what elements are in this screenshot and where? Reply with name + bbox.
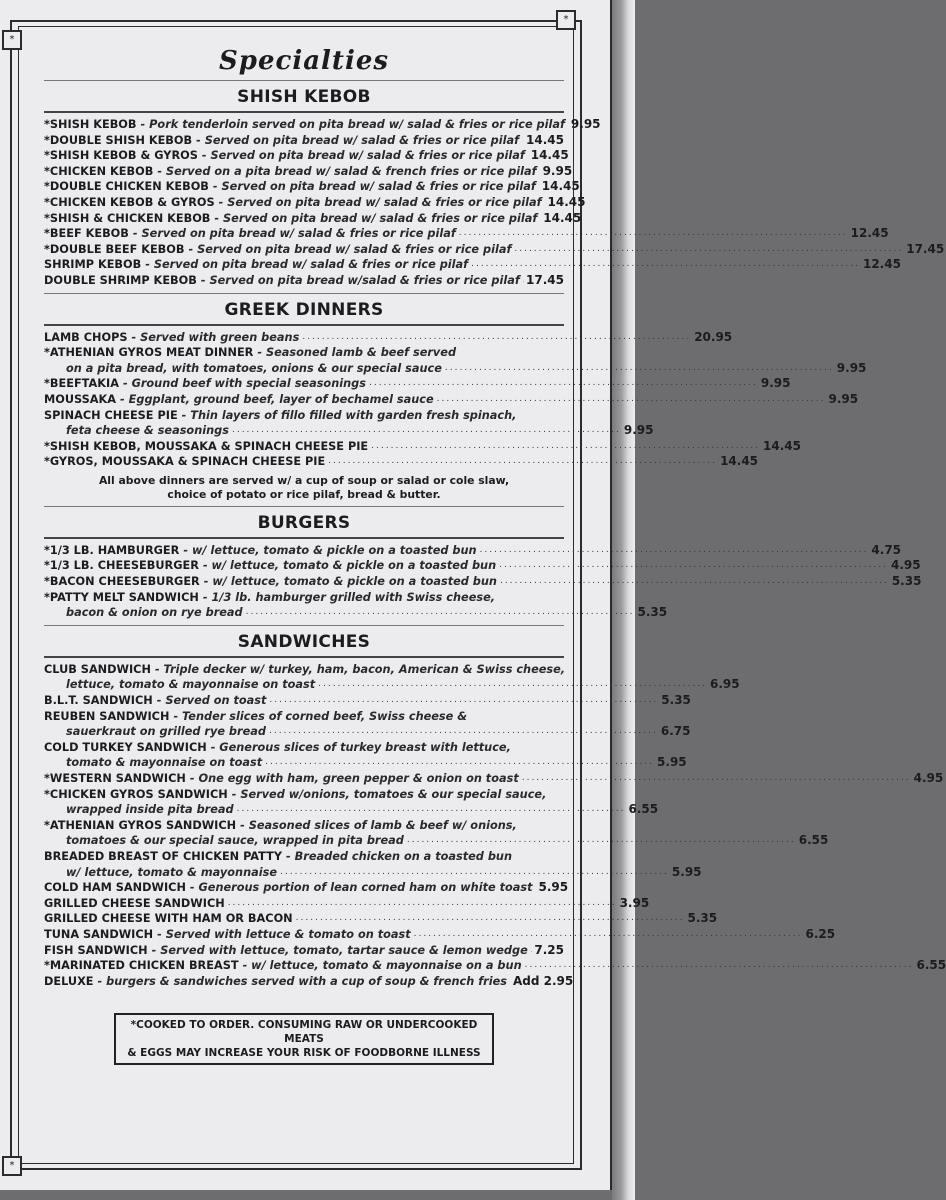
item-price: 5.95	[538, 880, 569, 895]
item-name: MOUSSAKA	[44, 392, 117, 406]
dot-leader: ................................................................................	[236, 804, 626, 815]
menu-item	[44, 329, 733, 346]
menu-item	[44, 542, 902, 559]
menu-item	[44, 210, 582, 227]
dot-leader: ................................................................................	[268, 726, 658, 737]
item-description: - Served on pita bread w/ salad & fries or rice pilaf	[214, 211, 538, 225]
item-price: 6.55	[798, 833, 829, 848]
dot-leader: ................................................................................	[265, 757, 655, 768]
dot-leader	[522, 133, 523, 149]
menu-item	[44, 926, 836, 943]
menu-item	[44, 133, 564, 149]
dot-leader: ................................................................................	[245, 607, 635, 618]
item-name: *SHISH & CHICKEN KEBOB	[44, 211, 211, 225]
menu-item	[44, 179, 580, 195]
menu-item	[44, 163, 573, 180]
item-price: 9.95	[828, 391, 859, 406]
item-name: *BEEFTAKIA	[44, 377, 119, 391]
menu-item	[44, 408, 564, 424]
corner-ornament-top-right: *	[556, 10, 576, 30]
dot-leader: ................................................................................	[328, 456, 718, 467]
item-price: 14.45	[530, 148, 569, 163]
section-heading: GREEK DINNERS	[224, 299, 384, 320]
section-divider	[44, 293, 564, 294]
item-price: 5.35	[637, 605, 668, 620]
item-description: - Tender slices of corned beef, Swiss cheese &	[173, 709, 468, 723]
item-description: tomato & mayonnaise on toast	[66, 756, 263, 770]
menu-item	[44, 771, 944, 787]
item-price: 9.95	[542, 163, 573, 178]
dot-leader: ................................................................................	[444, 362, 834, 373]
item-price: 12.45	[862, 257, 901, 272]
item-price: 17.45	[526, 272, 564, 287]
dot-leader: ................................................................................	[499, 560, 889, 571]
item-price: 14.45	[541, 179, 580, 194]
item-description: feta cheese & seasonings	[66, 424, 229, 438]
dot-leader: ................................................................................	[479, 544, 869, 555]
item-name: *CHICKEN GYROS SANDWICH	[44, 787, 228, 801]
item-price: 6.75	[660, 724, 691, 739]
section-heading: BURGERS	[257, 512, 351, 533]
item-price: 4.95	[891, 558, 921, 573]
corner-ornament-bottom-left: *	[2, 1156, 22, 1176]
menu-item-continuation	[44, 423, 654, 439]
item-name: *GYROS, MOUSSAKA & SPINACH CHEESE PIE	[44, 455, 326, 469]
item-name: *DOUBLE CHICKEN KEBOB	[44, 180, 209, 194]
menu-item	[44, 958, 946, 974]
menu-item-continuation	[44, 677, 740, 693]
menu-section	[44, 80, 945, 289]
item-description: - Served on pita bread w/ salad & fries or rice pilaf	[132, 227, 456, 241]
menu-item	[44, 391, 859, 408]
item-name: *BACON CHEESEBURGER	[44, 575, 200, 589]
foodborne-warning	[114, 1013, 494, 1065]
dot-leader: ................................................................................	[269, 695, 659, 706]
item-description: - One egg with ham, green pepper & onion on toast	[189, 772, 519, 785]
item-price: 5.35	[891, 574, 922, 589]
item-price: 4.95	[913, 771, 944, 785]
item-description: - Generous slices of turkey breast with lettuce,	[210, 740, 511, 754]
item-name: *ATHENIAN GYROS SANDWICH	[44, 818, 237, 832]
item-price: 9.95	[570, 117, 601, 131]
menu-item	[44, 662, 564, 678]
menu-item	[44, 226, 889, 242]
dot-leader: ................................................................................	[231, 425, 621, 436]
item-name: BREADED BREAST OF CHICKEN PATTY	[44, 849, 283, 863]
item-description: - Eggplant, ground beef, layer of bechamel sauce	[120, 392, 434, 406]
menu-item	[44, 849, 564, 865]
item-price: 14.45	[720, 454, 759, 469]
item-price: 14.45	[526, 132, 564, 147]
warning-line: & EGGS MAY INCREASE YOUR RISK OF FOODBORNE ILLNESS	[127, 1047, 481, 1060]
item-name: TUNA SANDWICH	[44, 927, 154, 941]
item-price: 14.45	[763, 438, 801, 453]
item-price: 9.95	[836, 360, 867, 375]
item-description: - Served w/onions, tomatoes & our special sauce,	[231, 787, 547, 801]
item-name: B.L.T. SANDWICH	[44, 694, 153, 708]
item-description: - Served with lettuce, tomato, tartar sauce & lemon wedge	[151, 943, 528, 957]
item-description: lettuce, tomato & mayonnaise on toast	[66, 678, 316, 692]
warning-line: *COOKED TO ORDER. CONSUMING RAW OR UNDERCOOKED MEATS	[130, 1019, 478, 1046]
item-description: - Served on pita bread w/ salad & fries or rice pilaf	[201, 149, 525, 163]
menu-item	[44, 438, 801, 455]
dot-leader: ................................................................................	[521, 773, 911, 783]
menu-item-continuation	[44, 724, 691, 740]
item-name: *1/3 LB. HAMBURGER	[44, 543, 180, 557]
item-description: - 1/3 lb. hamburger grilled with Swiss cheese,	[202, 590, 496, 604]
item-description: - Served on pita bread w/ salad & fries or rice pilaf	[145, 258, 469, 272]
menu-item	[44, 148, 569, 164]
menu-sections	[44, 80, 946, 989]
item-name: *CHICKEN KEBOB	[44, 164, 154, 178]
menu-item	[44, 911, 718, 927]
item-description: - Triple decker w/ turkey, ham, bacon, American & Swiss cheese,	[154, 662, 566, 676]
menu-item	[44, 241, 945, 258]
item-price: Add 2.95	[512, 973, 574, 988]
item-name: LAMB CHOPS	[44, 330, 128, 344]
item-price: 17.45	[906, 241, 945, 256]
menu-item-continuation	[44, 864, 702, 881]
menu-item-continuation	[44, 755, 687, 771]
menu-item	[44, 973, 574, 990]
item-description: - Ground beef with special seasonings	[122, 377, 366, 391]
dot-leader: ................................................................................	[368, 378, 758, 389]
corner-ornament-top-left: *	[2, 30, 22, 50]
dot-leader: ................................................................................	[436, 393, 826, 404]
note-line: All above dinners are served w/ a cup of soup or salad or cole slaw,	[98, 473, 510, 487]
item-price: 5.35	[661, 693, 691, 708]
menu-item	[44, 818, 564, 834]
item-description: - Thin layers of fillo filled with garden fresh spinach,	[181, 408, 517, 422]
item-description: w/ lettuce, tomato & mayonnaise	[66, 865, 278, 879]
dot-leader: ................................................................................	[295, 913, 685, 924]
dot-leader: ................................................................................	[524, 960, 914, 971]
item-price: 12.45	[850, 226, 889, 241]
item-description: tomatoes & our special sauce, wrapped in pita bread	[66, 834, 404, 848]
item-price: 7.25	[534, 942, 564, 957]
menu-item-continuation	[44, 833, 829, 849]
item-description: - Served with lettuce & tomato on toast	[157, 927, 411, 941]
dot-leader: ................................................................................	[471, 259, 860, 270]
item-description: on a pita bread, with tomatoes, onions & our special sauce	[66, 361, 442, 375]
item-description: - Seasoned lamb & beef served	[257, 346, 457, 360]
menu-item	[44, 257, 901, 273]
menu-section	[44, 625, 946, 989]
item-description: - w/ lettuce, tomato & pickle on a toasted bun	[202, 559, 497, 573]
next-page-edge	[612, 0, 635, 1200]
item-price: 5.95	[657, 755, 687, 770]
item-description: wrapped inside pita bread	[66, 803, 234, 817]
item-name: SHRIMP KEBOB	[44, 258, 142, 272]
section-heading: SHISH KEBOB	[237, 87, 371, 107]
item-name: *BEEF KEBOB	[44, 227, 129, 241]
item-price: 14.45	[543, 210, 582, 225]
dot-leader: ................................................................................	[514, 243, 904, 254]
item-name: COLD TURKEY SANDWICH	[44, 740, 207, 754]
item-name: *WESTERN SANDWICH	[44, 772, 186, 785]
item-price: 6.95	[710, 677, 740, 692]
menu-item	[44, 558, 921, 574]
dot-leader: ................................................................................	[302, 331, 692, 342]
menu-item	[44, 943, 564, 959]
item-price: 9.95	[623, 423, 654, 438]
menu-item	[44, 345, 564, 361]
menu-item	[44, 895, 650, 912]
item-name: *SHISH KEBOB	[44, 118, 137, 131]
item-description: - w/ lettuce, tomato & mayonnaise on a bun	[242, 959, 522, 973]
item-description: - Served on pita bread w/ salad & fries or rice pilaf	[212, 180, 536, 194]
menu-item	[44, 693, 691, 709]
menu-item	[44, 376, 791, 392]
dot-leader: ................................................................................	[413, 928, 803, 939]
item-name: *CHICKEN KEBOB & GYROS	[44, 195, 215, 209]
item-name: *SHISH KEBOB & GYROS	[44, 149, 198, 163]
menu-item-continuation	[44, 605, 668, 621]
item-description: - Generous portion of lean corned ham on white toast	[189, 881, 533, 895]
item-description: - w/ lettuce, tomato & pickle on a toasted bun	[183, 543, 477, 557]
section-divider	[44, 80, 564, 81]
menu-item	[44, 590, 564, 606]
menu-item	[44, 454, 759, 470]
item-name: *MARINATED CHICKEN BREAST	[44, 959, 239, 973]
menu-item	[44, 194, 586, 211]
section-divider	[44, 656, 564, 658]
dot-leader: ................................................................................	[371, 440, 761, 451]
section-divider	[44, 625, 564, 626]
item-description: - Seasoned slices of lamb & beef w/ onions,	[240, 818, 517, 832]
item-description: - Served with green beans	[131, 330, 300, 344]
item-name: *PATTY MELT SANDWICH	[44, 590, 199, 604]
item-price: 6.55	[916, 958, 946, 973]
item-name: DOUBLE SHRIMP KEBOB	[44, 273, 197, 287]
dot-leader: ................................................................................	[499, 576, 889, 587]
item-price: 20.95	[694, 329, 733, 344]
item-name: REUBEN SANDWICH	[44, 709, 170, 723]
item-price: 14.45	[547, 194, 586, 209]
note-line: choice of potato or rice pilaf, bread & butter.	[167, 487, 441, 501]
menu-item-continuation	[44, 360, 867, 377]
item-price: 6.55	[628, 802, 659, 817]
item-name: *ATHENIAN GYROS MEAT DINNER	[44, 346, 254, 360]
dot-leader: ................................................................................	[458, 228, 848, 239]
item-description: - burgers & sandwiches served with a cup of soup & french fries	[97, 974, 507, 988]
item-name: *DOUBLE SHISH KEBOB	[44, 133, 193, 147]
item-description: - Served on toast	[156, 694, 267, 708]
section-heading: SANDWICHES	[237, 631, 371, 652]
dot-leader: ................................................................................	[406, 835, 796, 846]
item-name: COLD HAM SANDWICH	[44, 881, 186, 895]
item-name: *1/3 LB. CHEESEBURGER	[44, 559, 199, 573]
menu-item-continuation	[44, 802, 659, 818]
item-price: 5.95	[671, 864, 702, 879]
menu-item	[44, 740, 564, 756]
menu-content	[44, 40, 946, 1065]
item-description: - Pork tenderloin served on pita bread w/ salad & fries or rice pilaf	[140, 118, 565, 131]
item-description: - w/ lettuce, tomato & pickle on a toasted bun	[203, 575, 497, 589]
section-divider	[44, 324, 564, 326]
item-name: GRILLED CHEESE SANDWICH	[44, 896, 225, 910]
item-name: FISH SANDWICH	[44, 943, 148, 957]
section-note	[44, 474, 564, 502]
item-description: - Served on pita bread w/ salad & fries or rice pilaf	[218, 195, 542, 209]
item-description: bacon & onion on rye bread	[66, 606, 243, 620]
menu-item	[44, 709, 564, 725]
item-description: sauerkraut on grilled rye bread	[66, 725, 266, 739]
item-price: 6.25	[805, 926, 836, 941]
item-name: GRILLED CHEESE WITH HAM OR BACON	[44, 912, 293, 926]
item-name: CLUB SANDWICH	[44, 662, 151, 676]
menu-item	[44, 574, 922, 590]
item-price: 5.35	[687, 911, 718, 926]
item-description: - Served on pita bread w/salad & fries or rice pilaf	[200, 273, 520, 287]
menu-item	[44, 880, 569, 896]
page-title: Specialties	[219, 46, 389, 76]
item-description: - Served on pita bread w/ salad & fries or rice pilaf	[188, 242, 512, 256]
item-description: - Served on a pita bread w/ salad & french fries or rice pilaf	[157, 164, 537, 178]
item-description: - Served on pita bread w/ salad & fries or rice pilaf	[196, 133, 519, 147]
menu-item	[44, 273, 564, 289]
section-divider	[44, 111, 564, 113]
section-divider	[44, 537, 564, 539]
item-price: 3.95	[619, 895, 650, 910]
menu-item	[44, 117, 601, 133]
menu-section	[44, 293, 867, 502]
dot-leader: ................................................................................	[280, 866, 669, 877]
dot-leader: ................................................................................	[318, 679, 707, 690]
item-name: *DOUBLE BEEF KEBOB	[44, 242, 185, 256]
item-price: 4.75	[871, 542, 902, 557]
item-name: DELUXE	[44, 974, 94, 988]
item-name: SPINACH CHEESE PIE	[44, 408, 178, 422]
dot-leader	[531, 943, 532, 959]
item-name: *SHISH KEBOB, MOUSSAKA & SPINACH CHEESE PIE	[44, 439, 369, 453]
menu-item	[44, 787, 564, 803]
item-description: - Breaded chicken on a toasted bun	[286, 849, 512, 863]
section-divider	[44, 506, 564, 507]
dot-leader: ................................................................................	[227, 897, 617, 908]
menu-section	[44, 506, 922, 621]
item-price: 9.95	[760, 376, 791, 391]
